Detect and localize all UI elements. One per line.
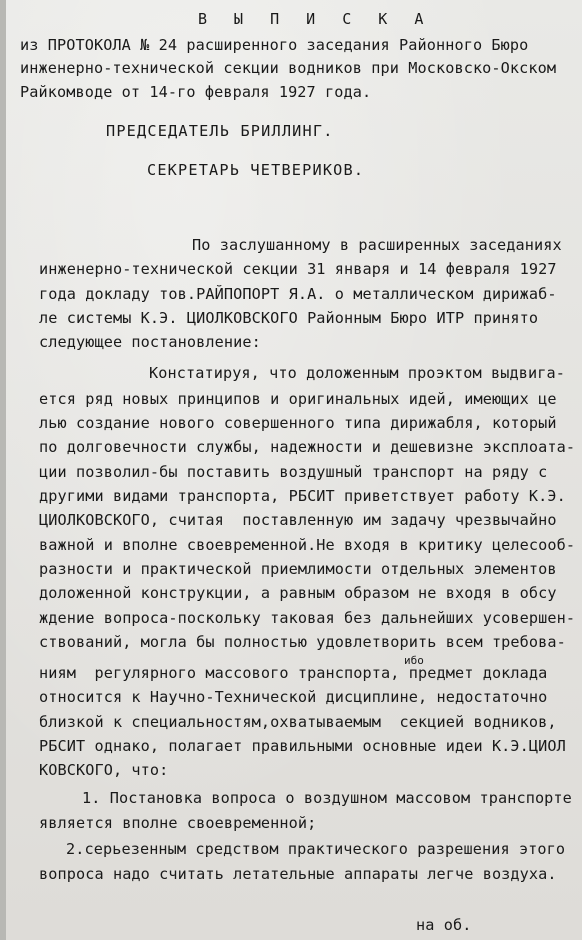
body-line-23: 1. Постановка вопроса о воздушном массовом транспорте [82,789,572,807]
body-line-14: разности и практической приемлимости отдельных элементов [39,560,557,578]
body-line-9: по долговечности службы, надежности и дешевизне эксплоата- [39,438,576,456]
body-line-25: 2.серьезенным средством практического разрешения этого [66,840,566,858]
body-line-13: важной и вполне своевременной.Не входя в критику целесооб- [39,536,576,554]
body-line-1: По заслушанному в расширенных заседаниях [192,236,562,254]
body-line-4: ле системы К.Э. ЦИОЛКОВСКОГО Районным Бюро ИТР принято [39,309,539,327]
body-line-15: доложенной конструкции, а равным образом не входя в обсу [39,584,557,602]
header-line-1: из ПРОТОКОЛА № 24 расширенного заседания Районного Бюро [20,36,529,54]
body-line-21: РБСИТ однако, полагает правильными основные идеи К.Э.ЦИОЛ [39,737,566,755]
body-line-22: КОВСКОГО, что: [39,761,169,779]
body-line-8: лью создание нового совершенного типа дирижабля, который [39,414,557,432]
header-line-2: инженерно-технической секции водников при Московско-Окском [20,59,557,77]
body-line-5: следующее постановление: [39,333,261,351]
document-title: В Ы П И С К А [198,10,433,28]
body-line-11: другими видами транспорта, РБСИТ приветствует работу К.Э. [39,487,566,505]
body-line-2: инженерно-технической секции 31 января и 14 февраля 1927 [39,260,557,278]
secretary-line: СЕКРЕТАРЬ ЧЕТВЕРИКОВ. [147,161,365,179]
body-line-19: относится к Научно-Технической дисциплине, недостаточно [39,688,548,706]
header-line-3: Райкомводе от 14-го февраля 1927 года. [20,83,372,101]
body-line-24: является вполне своевременной; [39,814,317,832]
footer-note: на об. [416,916,472,934]
body-line-7: ется ряд новых принципов и оригинальных идей, имеющих це [39,390,557,408]
body-line-20: близкой к специальностям,охватываемым секцией водников, [39,713,557,731]
body-line-26: вопроса надо считать летательные аппараты легче воздуха. [39,865,557,883]
body-line-3: года докладу тов.РАЙПОПОРТ Я.А. о металлическом дирижаб- [39,285,557,303]
body-line-16: ждение вопроса-поскольку таковая без дальнейших усовершен- [39,609,576,627]
body-line-18: ниям регулярного массового транспорта, предмет доклада [39,664,548,682]
chairman-line: ПРЕДСЕДАТЕЛЬ БРИЛЛИНГ. [106,122,334,140]
insertion-mark: ибо [404,654,424,667]
body-line-17: ствований, могла бы полностью удовлетворить всем требова- [39,633,566,651]
body-line-10: ции позволил-бы поставить воздушный транспорт на ряду с [39,463,548,481]
body-line-6: Констатируя, что доложенным проэктом выдвига- [149,364,565,382]
body-line-12: ЦИОЛКОВСКОГО, считая поставленную им задачу чрезвычайно [39,511,557,529]
